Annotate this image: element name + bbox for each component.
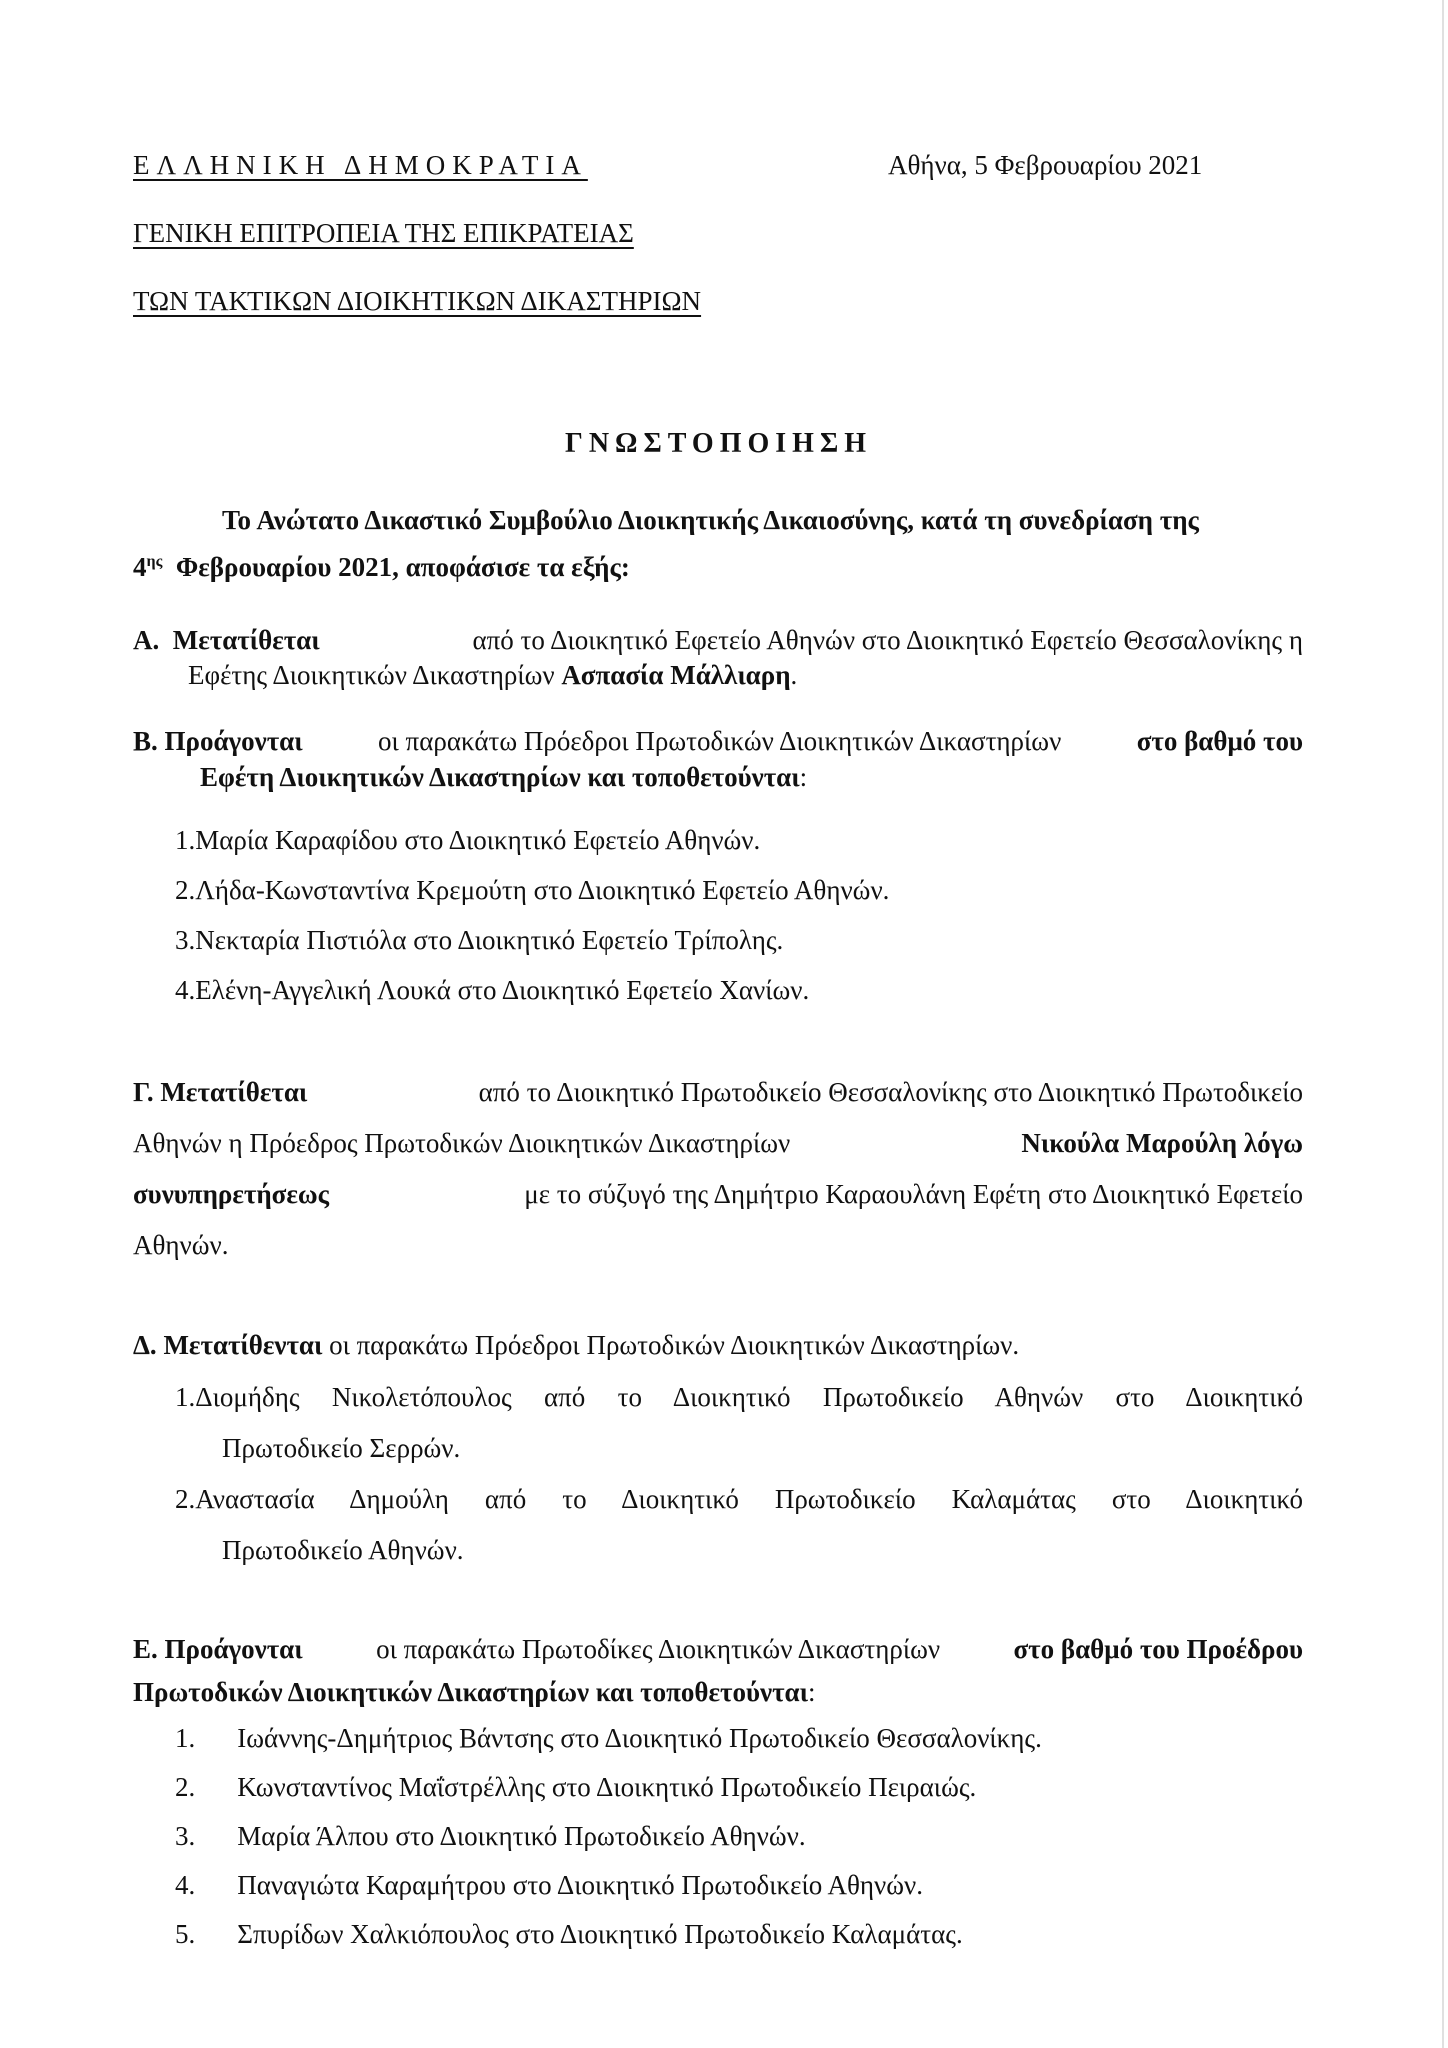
list-item-continuation: Πρωτοδικείο Σερρών. bbox=[222, 1433, 461, 1463]
list-item: 1. Ιωάννης-Δημήτριος Βάντσης στο Διοικητικό Πρωτοδικείο Θεσσαλονίκης. bbox=[175, 1723, 1042, 1753]
list-item: 4. Παναγιώτα Καραμήτρου στο Διοικητικό Πρωτοδικείο Αθηνών. bbox=[175, 1870, 923, 1900]
section-c-line-4: Αθηνών. bbox=[133, 1230, 229, 1260]
list-item: 1.Μαρία Καραφίδου στο Διοικητικό Εφετείο Αθηνών. bbox=[175, 825, 761, 855]
section-a: Α. Μετατίθεται από το Διοικητικό Εφετείο Αθηνών στο Διοικητικό Εφετείο Θεσσαλονίκης η bbox=[133, 625, 1303, 655]
list-item: 3.Νεκταρία Πιστιόλα στο Διοικητικό Εφετείο Τρίπολης. bbox=[175, 925, 784, 955]
header-commission: ΓΕΝΙΚΗ ΕΠΙΤΡΟΠΕΙΑ ΤΗΣ ΕΠΙΚΡΑΤΕΙΑΣ bbox=[133, 218, 634, 248]
scan-edge-line bbox=[1442, 0, 1444, 2048]
page-title: ΓΝΩΣΤΟΠΟΙΗΣΗ bbox=[565, 428, 873, 459]
section-c: Γ. Μετατίθεται από το Διοικητικό Πρωτοδικείο Θεσσαλονίκης στο Διοικητικό Πρωτοδικείο bbox=[133, 1077, 1303, 1107]
section-c-line-2: Αθηνών η Πρόεδρος Πρωτοδικών Διοικητικών Δικαστηρίων Νικούλα Μαρούλη λόγω bbox=[133, 1128, 1303, 1158]
section-e: Ε. Προάγονται οι παρακάτω Πρωτοδίκες Διοικητικών Δικαστηρίων στο βαθμό του Προέδρου bbox=[133, 1634, 1303, 1664]
list-item: 1. Διομήδης Νικολετόπουλος από το Διοικητικό Πρωτοδικείο Αθηνών στο Διοικητικό bbox=[175, 1382, 1303, 1412]
section-c-line-3: συνυπηρετήσεως με το σύζυγό της Δημήτριο Καραουλάνη Εφέτη στο Διοικητικό Εφετείο bbox=[133, 1179, 1303, 1209]
intro-line-1: Το Ανώτατο Δικαστικό Συμβούλιο Διοικητικής Δικαιοσύνης, κατά τη συνεδρίαση της bbox=[222, 505, 1199, 535]
list-item: 2.Λήδα-Κωνσταντίνα Κρεμούτη στο Διοικητικό Εφετείο Αθηνών. bbox=[175, 875, 890, 905]
section-b: Β. Προάγονται οι παρακάτω Πρόεδροι Πρωτοδικών Διοικητικών Δικαστηρίων στο βαθμό του bbox=[133, 726, 1303, 756]
section-e-line-2: Πρωτοδικών Διοικητικών Δικαστηρίων και τοποθετούνται: bbox=[133, 1677, 816, 1707]
list-item: 5. Σπυρίδων Χαλκιόπουλος στο Διοικητικό Πρωτοδικείο Καλαμάτας. bbox=[175, 1919, 963, 1949]
section-d: Δ. Μετατίθενται οι παρακάτω Πρόεδροι Πρωτοδικών Διοικητικών Δικαστηρίων. bbox=[133, 1330, 1020, 1360]
list-item: 3. Μαρία Άλπου στο Διοικητικό Πρωτοδικείο Αθηνών. bbox=[175, 1821, 806, 1851]
header-courts: ΤΩΝ ΤΑΚΤΙΚΩΝ ΔΙΟΙΚΗΤΙΚΩΝ ΔΙΚΑΣΤΗΡΙΩΝ bbox=[133, 286, 702, 316]
list-item: 4.Ελένη-Αγγελική Λουκά στο Διοικητικό Εφετείο Χανίων. bbox=[175, 975, 810, 1005]
list-item: 2. Κωνσταντίνος Μαΐστρέλλης στο Διοικητικό Πρωτοδικείο Πειραιώς. bbox=[175, 1772, 977, 1802]
header-date: Αθήνα, 5 Φεβρουαρίου 2021 bbox=[888, 150, 1203, 180]
header-republic: ΕΛΛΗΝΙΚΗ ΔΗΜΟΚΡΑΤΙΑ bbox=[133, 150, 588, 180]
section-b-line-2: Εφέτη Διοικητικών Δικαστηρίων και τοποθετούνται: bbox=[200, 762, 808, 792]
list-item: 2. Αναστασία Δημούλη από το Διοικητικό Πρωτοδικείο Καλαμάτας στο Διοικητικό bbox=[175, 1484, 1303, 1514]
intro-line-2: $4^{\eta\varsigma}$ Φεβρουαρίου 2021, αποφάσισε τα εξής: bbox=[133, 552, 630, 582]
section-a-line-2: Εφέτης Διοικητικών Δικαστηρίων Ασπασία Μάλλιαρη. bbox=[188, 660, 798, 690]
list-item-continuation: Πρωτοδικείο Αθηνών. bbox=[222, 1535, 464, 1565]
